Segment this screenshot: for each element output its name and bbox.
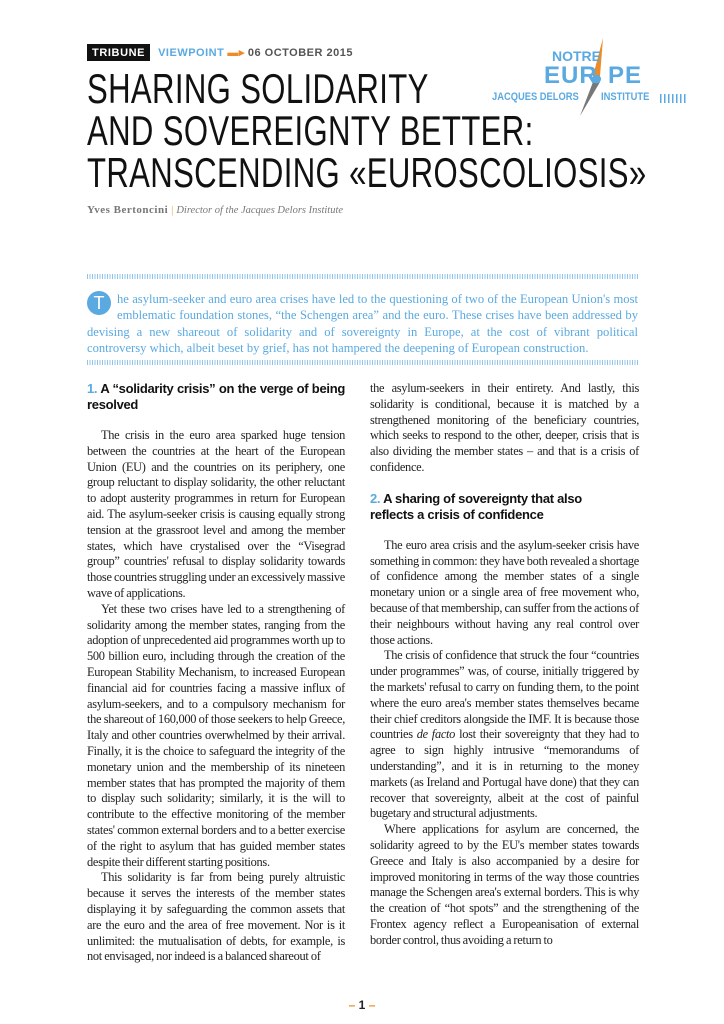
author-name: Yves Bertoncini (87, 204, 169, 216)
title-line: AND SOVEREIGNTY BETTER: (87, 107, 534, 154)
divider-top (87, 274, 638, 279)
paragraph: Where applications for asylum are concerned, the solidarity agreed to by the EU's member states towards Greece and Italy is also accompanied by a desire for improved monitoring in terms of the way those countries manage the Schengen area's external borders. This is why the creation of “hot spots” and the strengthening of the Frontex agency reflect a Europeanisation of external border control, thus avoiding a return to (370, 822, 639, 947)
logo-eur: EUR (544, 62, 598, 89)
title-line: SHARING SOLIDARITY (87, 65, 429, 112)
arrow-icon: ▬▸ (227, 47, 245, 59)
publication-date: 06 OCTOBER 2015 (247, 47, 353, 59)
tribune-tag: TRIBUNE (87, 44, 150, 61)
paragraph: The crisis of confidence that struck the four “countries under programmes” was, of course, initially triggered by the markets' refusal to carry on funding them, to the point where the euro area's member states themselves became their chief creditors alongside the IMF. It is because those countries de facto lost their sovereignty that they had to agree to sign highly intrusive “memorandums of understanding”, and it is in returning to the money markets (as Ireland and Portugal have done) that they can recover that sovereignty, albeit at the cost of painful bugetary and structural adjustments. (370, 648, 639, 821)
section-1-heading: 1. A “solidarity crisis” on the verge of being resolved (87, 381, 345, 412)
column-left (87, 381, 345, 965)
drop-cap: T (87, 291, 111, 315)
logo-notre: NOTRE (552, 48, 601, 64)
paragraph: This solidarity is far from being purely altruistic because it serves the interests of the member states displaying it by safeguarding the common assets that are the euro and the area of free movement. Nor is it unlimited: the mutualisation of debts, for example, is not envisaged, nor indeed is a balanced shareout of (87, 870, 345, 964)
doc-type: VIEWPOINT (158, 47, 225, 59)
intro-summary (87, 291, 638, 357)
divider-bottom (87, 360, 638, 365)
section-2-heading: 2. A sharing of sovereignty that also reflects a crisis of confidence (370, 490, 582, 522)
kicker (158, 46, 353, 59)
author-role: Director of the Jacques Delors Institute (176, 205, 344, 216)
logo-pe: PE (608, 62, 643, 89)
paragraph: The crisis in the euro area sparked huge tension between the countries at the heart of the European Union (EU) and the countries on its periphery, one group reluctant to display solidarity, the other reluctant to adopt austerity programmes in return for European aid. The asylum-seeker crisis is causing equally strong tension at the grassroot level and among the member states, which have crystalised over the “Visegrad group” countries' refusal to display solidarity towards those countries struggling under an excessively massive wave of applications. (87, 428, 345, 600)
author-line: Yves Bertoncini | Director of the Jacques Delors Institute (87, 204, 344, 216)
paragraph: The euro area crisis and the asylum-seeker crisis have something in common: they have both revealed a shortage of confidence among the member states of a single monetary union or a single area of free movement who, because of that membership, can suffer from the actions of their neighbours without having any real control over those actions. (370, 537, 639, 647)
paragraph: Yet these two crises have led to a strengthening of solidarity among the member states, ranging from the adoption of unprecedented aid programmes worth up to 500 billion euro, including through the creation of the European Stability Mechanism, to increased European financial aid for countries facing a massive influx of asylum-seekers, and to a compulsory mechanism for the shareout of 160,000 of those seekers to help Greece, Italy and other countries overwhelmed by their arrival. Finally, it is the choice to safeguard the integrity of the monetary union and the membership of its nineteen member states that has prompted the majority of them to display such solidarity; similarly, it is the will to contribute to the effective monitoring of the member states' common external borders and to a better exercise of the right to asylum that has guided member states despite their different starting positions. (87, 601, 345, 869)
header-top-row (87, 44, 353, 61)
intro-text: he asylum-seeker and euro area crises have led to the questioning of two of the European Union's most emblematic foundation stones, “the Schengen area” and the euro. These crises have been addressed by devising a new shareout of solidarity and of sovereignty in Europe, at the cost of vibrant political controversy which, albeit beset by grief, has not hampered the deepening of European construction. (87, 292, 638, 356)
paragraph: the asylum-seekers in their entirety. And lastly, this solidarity is conditional, because it is matched by a strengthened monitoring of the beneficiary countries, which seeks to respond to the other, deeper, crisis that is also dividing the member states – and that is a crisis of confidence. (370, 381, 639, 474)
title-line: TRANSCENDING «EUROSCOLIOSIS» (87, 149, 647, 196)
column-right (370, 381, 639, 949)
page-number: – 1 – (348, 998, 376, 1012)
logo-jacques-delors: JACQUES DELORS (492, 91, 579, 103)
logo-bars (660, 94, 686, 103)
notre-europe-logo (488, 38, 688, 118)
logo-institute: INSTITUTE (601, 91, 650, 103)
